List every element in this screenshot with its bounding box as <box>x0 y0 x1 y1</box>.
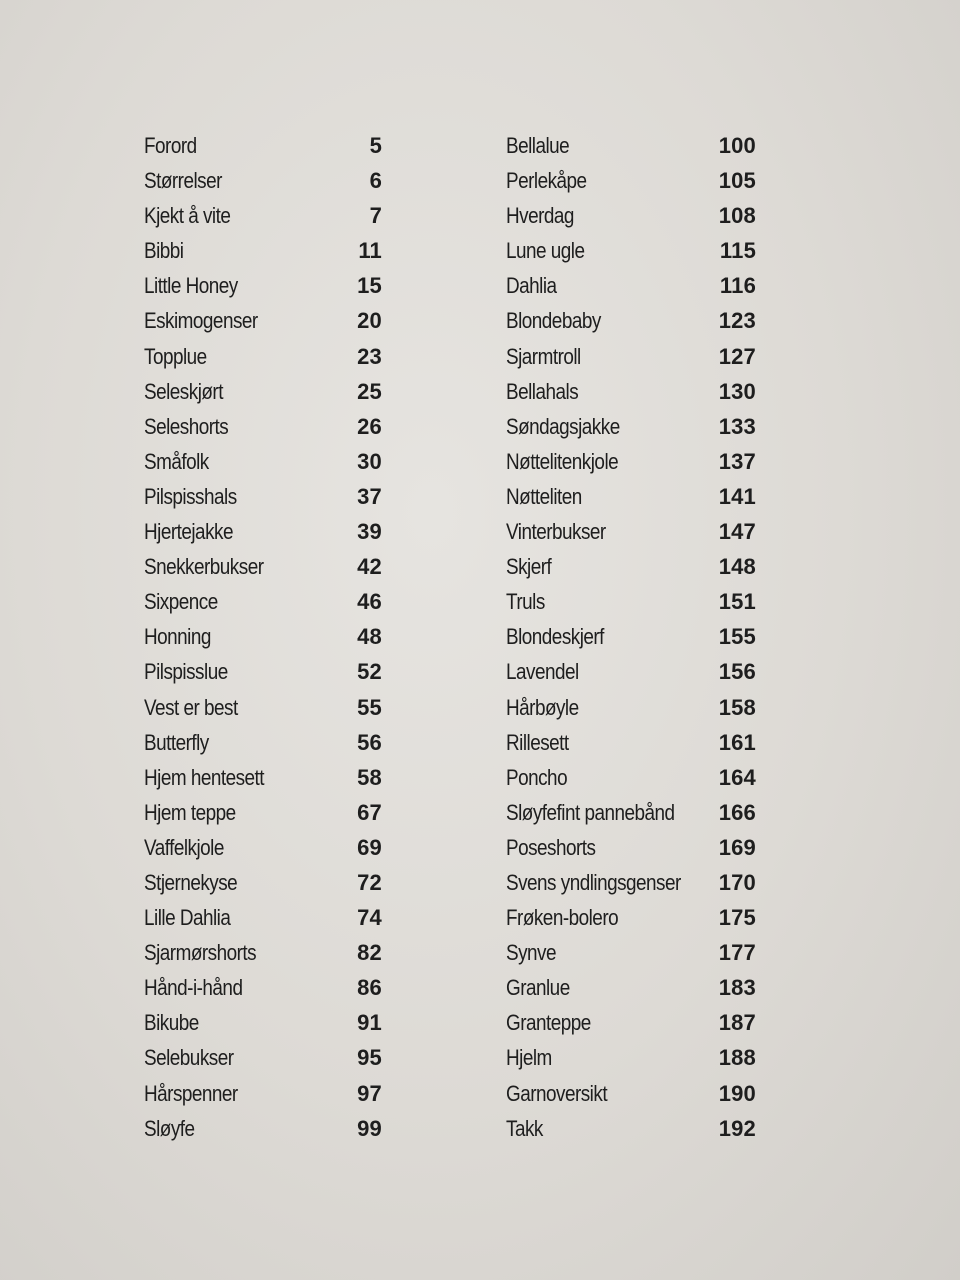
toc-entry-page-number: 25 <box>357 378 382 404</box>
toc-entry <box>144 690 382 725</box>
toc-entry-title: Hånd-i-hånd <box>144 975 243 1001</box>
toc-entry <box>144 1005 382 1040</box>
toc-entry-title: Vest er best <box>144 694 238 720</box>
toc-entry-page-number: 164 <box>718 764 756 790</box>
toc-entry-page-number: 175 <box>718 905 756 931</box>
toc-entry-title: Garnoversikt <box>506 1080 608 1106</box>
toc-entry <box>506 619 756 654</box>
toc-entry-page-number: 20 <box>357 308 382 334</box>
toc-entry-title: Hjelm <box>506 1045 552 1071</box>
toc-entry <box>144 760 382 795</box>
toc-entry-title: Seleskjørt <box>144 378 223 404</box>
toc-entry-page-number: 67 <box>357 799 382 825</box>
toc-entry <box>506 795 756 830</box>
toc-entry-title: Forord <box>144 133 197 158</box>
toc-entry-page-number: 42 <box>357 554 382 580</box>
toc-entry-page-number: 74 <box>357 905 382 931</box>
toc-entry-page-number: 169 <box>718 834 756 860</box>
toc-entry-title: Poseshorts <box>506 834 596 860</box>
toc-entry-page-number: 56 <box>357 729 382 755</box>
toc-entry-page-number: 6 <box>369 168 382 194</box>
toc-entry-title: Selebukser <box>144 1045 234 1071</box>
toc-entry <box>144 970 382 1005</box>
toc-entry-title: Hverdag <box>506 203 574 229</box>
toc-entry <box>144 444 382 479</box>
toc-entry-page-number: 26 <box>357 413 382 439</box>
toc-entry <box>144 163 382 198</box>
toc-entry-page-number: 69 <box>357 834 382 860</box>
toc-entry <box>506 970 756 1005</box>
toc-entry-page-number: 188 <box>718 1045 756 1071</box>
toc-entry-page-number: 141 <box>718 483 756 509</box>
toc-entry-title: Svens yndlingsgenser <box>506 869 681 895</box>
toc-entry <box>144 198 382 233</box>
toc-entry <box>506 339 756 374</box>
toc-entry <box>144 479 382 514</box>
toc-entry <box>144 1111 382 1146</box>
toc-entry-title: Vaffelkjole <box>144 834 224 860</box>
toc-entry-page-number: 23 <box>357 343 382 369</box>
toc-entry-page-number: 99 <box>357 1115 382 1141</box>
toc-entry <box>506 233 756 268</box>
toc-entry <box>506 935 756 970</box>
toc-entry-page-number: 82 <box>357 940 382 966</box>
toc-entry <box>506 830 756 865</box>
toc-entry-page-number: 127 <box>718 343 756 369</box>
toc-entry <box>144 725 382 760</box>
toc-entry <box>144 1076 382 1111</box>
toc-entry-title: Blondebaby <box>506 308 601 334</box>
toc-entry <box>506 444 756 479</box>
toc-entry-page-number: 100 <box>718 133 756 158</box>
toc-entry-title: Nøtteliten <box>506 483 582 509</box>
toc-entry-title: Topplue <box>144 343 207 369</box>
toc-entry <box>506 549 756 584</box>
toc-entry-title: Hårbøyle <box>506 694 579 720</box>
toc-entry <box>506 479 756 514</box>
toc-right-column <box>506 128 756 1146</box>
toc-entry <box>506 128 756 163</box>
toc-entry-page-number: 130 <box>718 378 756 404</box>
toc-entry-title: Butterfly <box>144 729 209 755</box>
toc-entry <box>506 760 756 795</box>
toc-entry-title: Dahlia <box>506 273 557 299</box>
toc-entry-title: Bellahals <box>506 378 579 404</box>
toc-entry-page-number: 72 <box>357 869 382 895</box>
toc-entry <box>506 1005 756 1040</box>
toc-entry-title: Nøttelitenkjole <box>506 448 619 474</box>
toc-entry <box>144 339 382 374</box>
toc-entry-title: Pilspisslue <box>144 659 228 685</box>
toc-entry <box>144 584 382 619</box>
toc-entry <box>144 900 382 935</box>
toc-entry-page-number: 190 <box>718 1080 756 1106</box>
toc-entry-title: Sløyfefint pannebånd <box>506 799 675 825</box>
toc-entry <box>506 1111 756 1146</box>
toc-entry-page-number: 5 <box>369 133 382 158</box>
toc-entry-page-number: 11 <box>358 238 382 264</box>
toc-entry-page-number: 58 <box>357 764 382 790</box>
toc-entry <box>506 303 756 338</box>
toc-entry <box>506 163 756 198</box>
toc-entry-title: Poncho <box>506 764 568 790</box>
toc-entry-title: Little Honey <box>144 273 238 299</box>
toc-entry-page-number: 39 <box>357 519 382 545</box>
toc-entry-page-number: 123 <box>718 308 756 334</box>
toc-entry-title: Lune ugle <box>506 238 585 264</box>
toc-entry-page-number: 97 <box>357 1080 382 1106</box>
toc-entry <box>506 865 756 900</box>
toc-entry-page-number: 147 <box>718 519 756 545</box>
toc-entry-title: Hjem teppe <box>144 799 236 825</box>
toc-entry-page-number: 170 <box>718 869 756 895</box>
toc-entry-title: Rillesett <box>506 729 569 755</box>
toc-entry-page-number: 161 <box>718 729 756 755</box>
toc-entry-page-number: 105 <box>718 168 756 194</box>
toc-entry <box>144 1040 382 1075</box>
toc-entry <box>506 409 756 444</box>
toc-entry-title: Søndagsjakke <box>506 413 620 439</box>
toc-entry-title: Småfolk <box>144 448 209 474</box>
toc-entry-page-number: 95 <box>357 1045 382 1071</box>
toc-entry-page-number: 7 <box>369 203 382 229</box>
toc-entry-page-number: 177 <box>718 940 756 966</box>
toc-entry-title: Eskimogenser <box>144 308 258 334</box>
toc-entry <box>506 900 756 935</box>
toc-entry-title: Snekkerbukser <box>144 554 264 580</box>
toc-entry <box>144 128 382 163</box>
toc-entry-title: Bibbi <box>144 238 184 264</box>
toc-entry-title: Størrelser <box>144 168 222 194</box>
toc-entry <box>144 549 382 584</box>
toc-entry <box>506 198 756 233</box>
toc-entry-title: Takk <box>506 1115 543 1141</box>
toc-entry <box>144 374 382 409</box>
toc-entry-title: Honning <box>144 624 211 650</box>
toc-entry-title: Kjekt å vite <box>144 203 231 229</box>
toc-entry <box>506 514 756 549</box>
toc-entry <box>506 1040 756 1075</box>
toc-entry-page-number: 91 <box>357 1010 382 1036</box>
toc-entry-page-number: 158 <box>718 694 756 720</box>
toc-entry-title: Sixpence <box>144 589 218 615</box>
toc-entry <box>506 584 756 619</box>
toc-entry <box>144 830 382 865</box>
toc-entry-title: Lavendel <box>506 659 579 685</box>
toc-entry-page-number: 30 <box>357 448 382 474</box>
toc-entry-title: Seleshorts <box>144 413 229 439</box>
toc-entry-page-number: 151 <box>718 589 756 615</box>
toc-entry-page-number: 46 <box>357 589 382 615</box>
toc-entry-page-number: 166 <box>718 799 756 825</box>
toc-entry-title: Hjem hentesett <box>144 764 265 790</box>
toc-entry-title: Skjerf <box>506 554 552 580</box>
toc-entry-page-number: 116 <box>719 273 756 299</box>
toc-entry <box>506 654 756 689</box>
toc-entry-title: Sjarmørshorts <box>144 940 257 966</box>
toc-entry-page-number: 137 <box>718 448 756 474</box>
toc-entry-page-number: 133 <box>718 413 756 439</box>
toc-entry-title: Synve <box>506 940 557 966</box>
toc-left-column <box>144 128 382 1146</box>
toc-entry-page-number: 37 <box>357 483 382 509</box>
toc-entry-title: Lille Dahlia <box>144 905 231 931</box>
toc-entry-title: Hårspenner <box>144 1080 238 1106</box>
toc-entry <box>144 514 382 549</box>
toc-entry-page-number: 148 <box>718 554 756 580</box>
toc-entry-page-number: 192 <box>718 1115 756 1141</box>
toc-entry <box>506 725 756 760</box>
toc-entry-page-number: 115 <box>719 238 756 264</box>
toc-entry-title: Truls <box>506 589 545 615</box>
toc-entry-page-number: 155 <box>718 624 756 650</box>
toc-entry-title: Blondeskjerf <box>506 624 604 650</box>
toc-entry <box>506 268 756 303</box>
toc-entry-page-number: 52 <box>357 659 382 685</box>
toc-entry <box>144 233 382 268</box>
toc-entry-page-number: 183 <box>718 975 756 1001</box>
toc-entry-page-number: 187 <box>718 1010 756 1036</box>
toc-entry <box>506 690 756 725</box>
toc-entry-title: Granteppe <box>506 1010 591 1036</box>
toc-entry-page-number: 15 <box>357 273 382 299</box>
toc-entry <box>144 935 382 970</box>
toc-entry-title: Bikube <box>144 1010 199 1036</box>
toc-entry <box>144 268 382 303</box>
toc-entry <box>144 865 382 900</box>
toc-entry <box>144 654 382 689</box>
toc-entry-page-number: 156 <box>718 659 756 685</box>
toc-entry-title: Bellalue <box>506 133 570 158</box>
toc-entry-title: Stjernekyse <box>144 869 238 895</box>
toc-entry-title: Sjarmtroll <box>506 343 581 369</box>
toc-entry-title: Sløyfe <box>144 1115 195 1141</box>
toc-entry-page-number: 86 <box>357 975 382 1001</box>
toc-entry <box>144 795 382 830</box>
toc-entry-title: Granlue <box>506 975 570 1001</box>
toc-entry-page-number: 55 <box>357 694 382 720</box>
toc-entry-title: Pilspisshals <box>144 483 237 509</box>
toc-entry-title: Hjertejakke <box>144 519 233 545</box>
toc-entry-title: Perlekåpe <box>506 168 587 194</box>
toc-entry-title: Frøken-bolero <box>506 905 619 931</box>
toc-entry-page-number: 48 <box>357 624 382 650</box>
toc-entry <box>506 374 756 409</box>
toc-entry <box>506 1076 756 1111</box>
toc-entry <box>144 409 382 444</box>
toc-entry <box>144 303 382 338</box>
toc-entry-title: Vinterbukser <box>506 519 606 545</box>
toc-entry-page-number: 108 <box>718 203 756 229</box>
toc-entry <box>144 619 382 654</box>
